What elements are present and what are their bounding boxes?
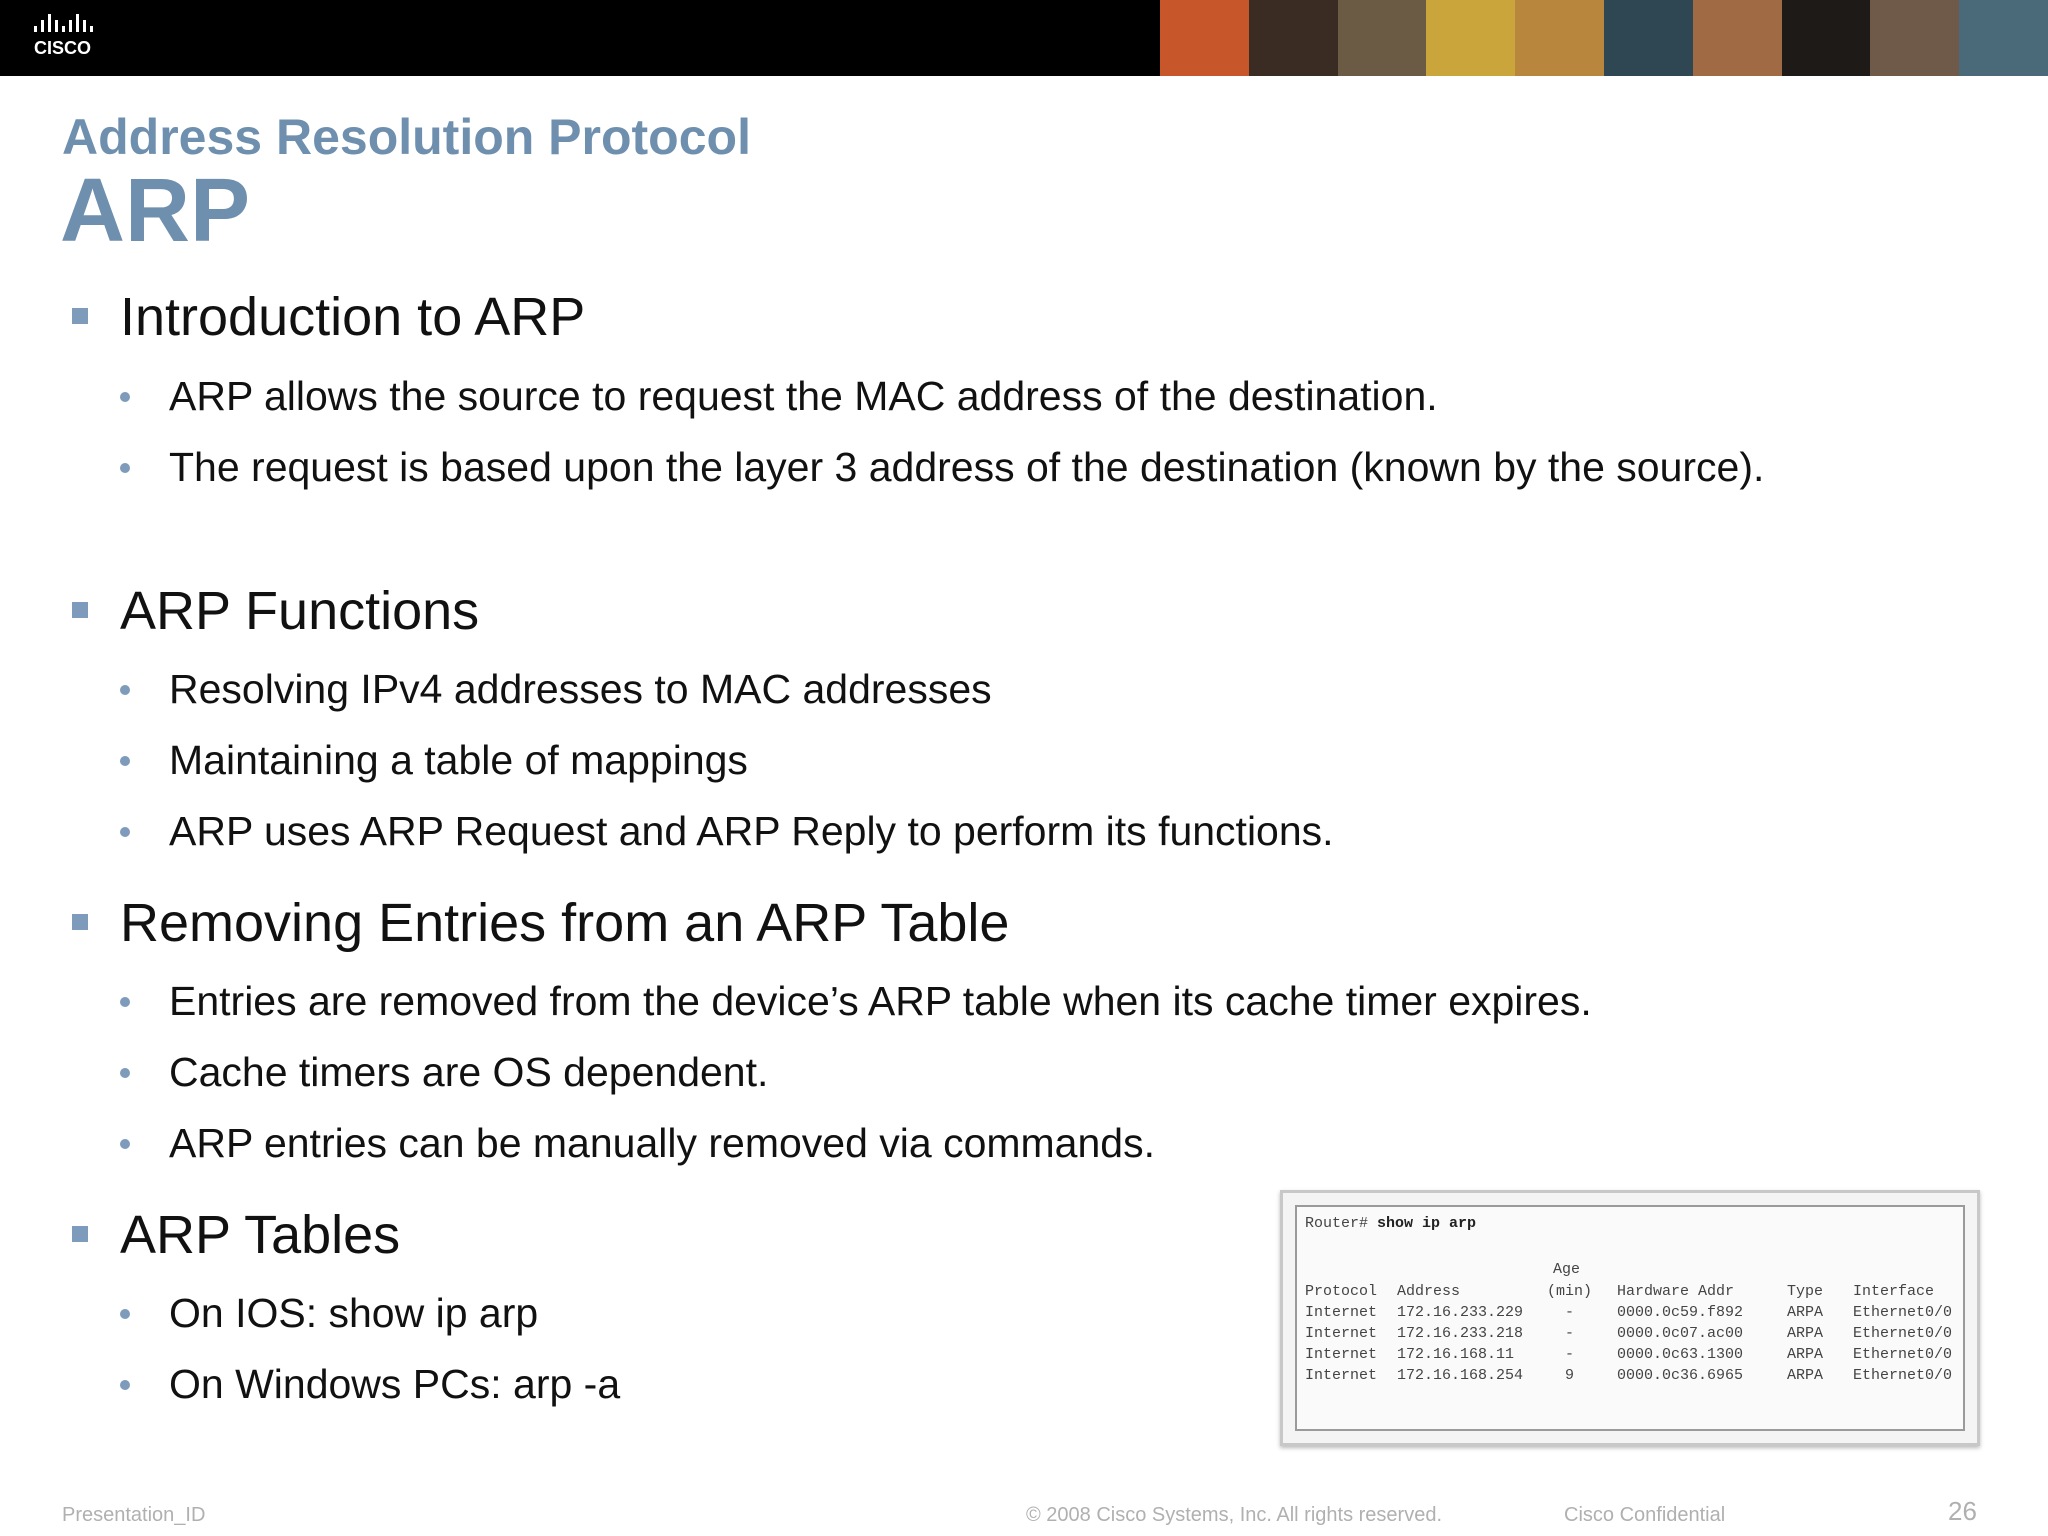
bullet-dot-icon	[120, 1068, 130, 1078]
photo-tile	[1782, 0, 1871, 76]
photo-tile	[1426, 0, 1515, 76]
arp-table-cell: Internet	[1305, 1304, 1378, 1321]
arp-table-cell: ARPA	[1787, 1346, 1824, 1363]
square-bullet-icon	[72, 1226, 88, 1242]
photo-tile	[1604, 0, 1693, 76]
arp-table-cell: -	[1565, 1325, 1575, 1342]
photo-tile	[1515, 0, 1604, 76]
arp-column-header: Interface	[1853, 1283, 1935, 1300]
svg-text:CISCO: CISCO	[34, 38, 92, 58]
arp-table-cell: Internet	[1305, 1346, 1378, 1363]
arp-table-cell: ARPA	[1787, 1325, 1824, 1342]
square-bullet-icon	[72, 308, 88, 324]
bullet-dot-icon	[120, 392, 130, 402]
arp-column-header: Hardware Addr	[1617, 1283, 1735, 1300]
arp-table-cell: ARPA	[1787, 1367, 1824, 1384]
photo-tile	[1338, 0, 1427, 76]
arp-table-cell: 9	[1565, 1367, 1575, 1384]
bullet-dot-icon	[120, 685, 130, 695]
arp-table-cell: Ethernet0/0	[1853, 1346, 1953, 1363]
arp-table-cell: 172.16.233.229	[1397, 1304, 1524, 1321]
bullet-dot-icon	[120, 463, 130, 473]
photo-tile	[1693, 0, 1782, 76]
page-number: 26	[1948, 1496, 1977, 1526]
photo-tile	[1959, 0, 2048, 76]
arp-table-cell: 0000.0c36.6965	[1617, 1367, 1744, 1384]
slide-title: ARP	[60, 161, 251, 261]
arp-table-cell: Ethernet0/0	[1853, 1325, 1953, 1342]
show-ip-arp-output	[1280, 1190, 1980, 1446]
square-bullet-icon	[72, 602, 88, 618]
bullet-dot-icon	[120, 1380, 130, 1390]
console-command-line: Router# show ip arp	[1305, 1215, 1477, 1232]
bullet-dot-icon	[120, 756, 130, 766]
arp-table-cell: 172.16.168.254	[1397, 1367, 1524, 1384]
footer-presentation-id: Presentation_ID	[62, 1504, 206, 1526]
arp-table-cell: Ethernet0/0	[1853, 1304, 1953, 1321]
arp-table-cell: 0000.0c59.f892	[1617, 1304, 1744, 1321]
photo-tile	[1249, 0, 1338, 76]
bullet-dot-icon	[120, 997, 130, 1007]
console-screen	[1295, 1205, 1965, 1431]
arp-table-cell: 172.16.168.11	[1397, 1346, 1515, 1363]
arp-table-cell: ARPA	[1787, 1304, 1824, 1321]
cisco-logo	[30, 12, 120, 64]
bullet-dot-icon	[120, 1309, 130, 1319]
photo-tile	[1870, 0, 1959, 76]
bullet-dot-icon	[120, 1139, 130, 1149]
square-bullet-icon	[72, 914, 88, 930]
header-bar	[0, 0, 2048, 76]
arp-table-cell: 0000.0c07.ac00	[1617, 1325, 1744, 1342]
arp-table-cell: Internet	[1305, 1325, 1378, 1342]
bullet-dot-icon	[120, 827, 130, 837]
photo-tile	[1160, 0, 1249, 76]
arp-column-header: Protocol	[1305, 1283, 1378, 1300]
age-column-label: Age	[1553, 1261, 1581, 1278]
arp-table-cell: Internet	[1305, 1367, 1378, 1384]
arp-table-cell: -	[1565, 1304, 1575, 1321]
arp-table-cell: 0000.0c63.1300	[1617, 1346, 1744, 1363]
arp-column-header: Type	[1787, 1283, 1824, 1300]
slide-subtitle: Address Resolution Protocol	[62, 109, 751, 165]
arp-table-cell: Ethernet0/0	[1853, 1367, 1953, 1384]
arp-column-header: Address	[1397, 1283, 1461, 1300]
people-photo-strip	[1160, 0, 2048, 76]
arp-table-cell: -	[1565, 1346, 1575, 1363]
arp-column-header: (min)	[1547, 1283, 1593, 1300]
footer-copyright: © 2008 Cisco Systems, Inc. All rights reserved.	[1026, 1504, 1443, 1526]
footer-confidential: Cisco Confidential	[1564, 1504, 1726, 1526]
arp-table-cell: 172.16.233.218	[1397, 1325, 1524, 1342]
